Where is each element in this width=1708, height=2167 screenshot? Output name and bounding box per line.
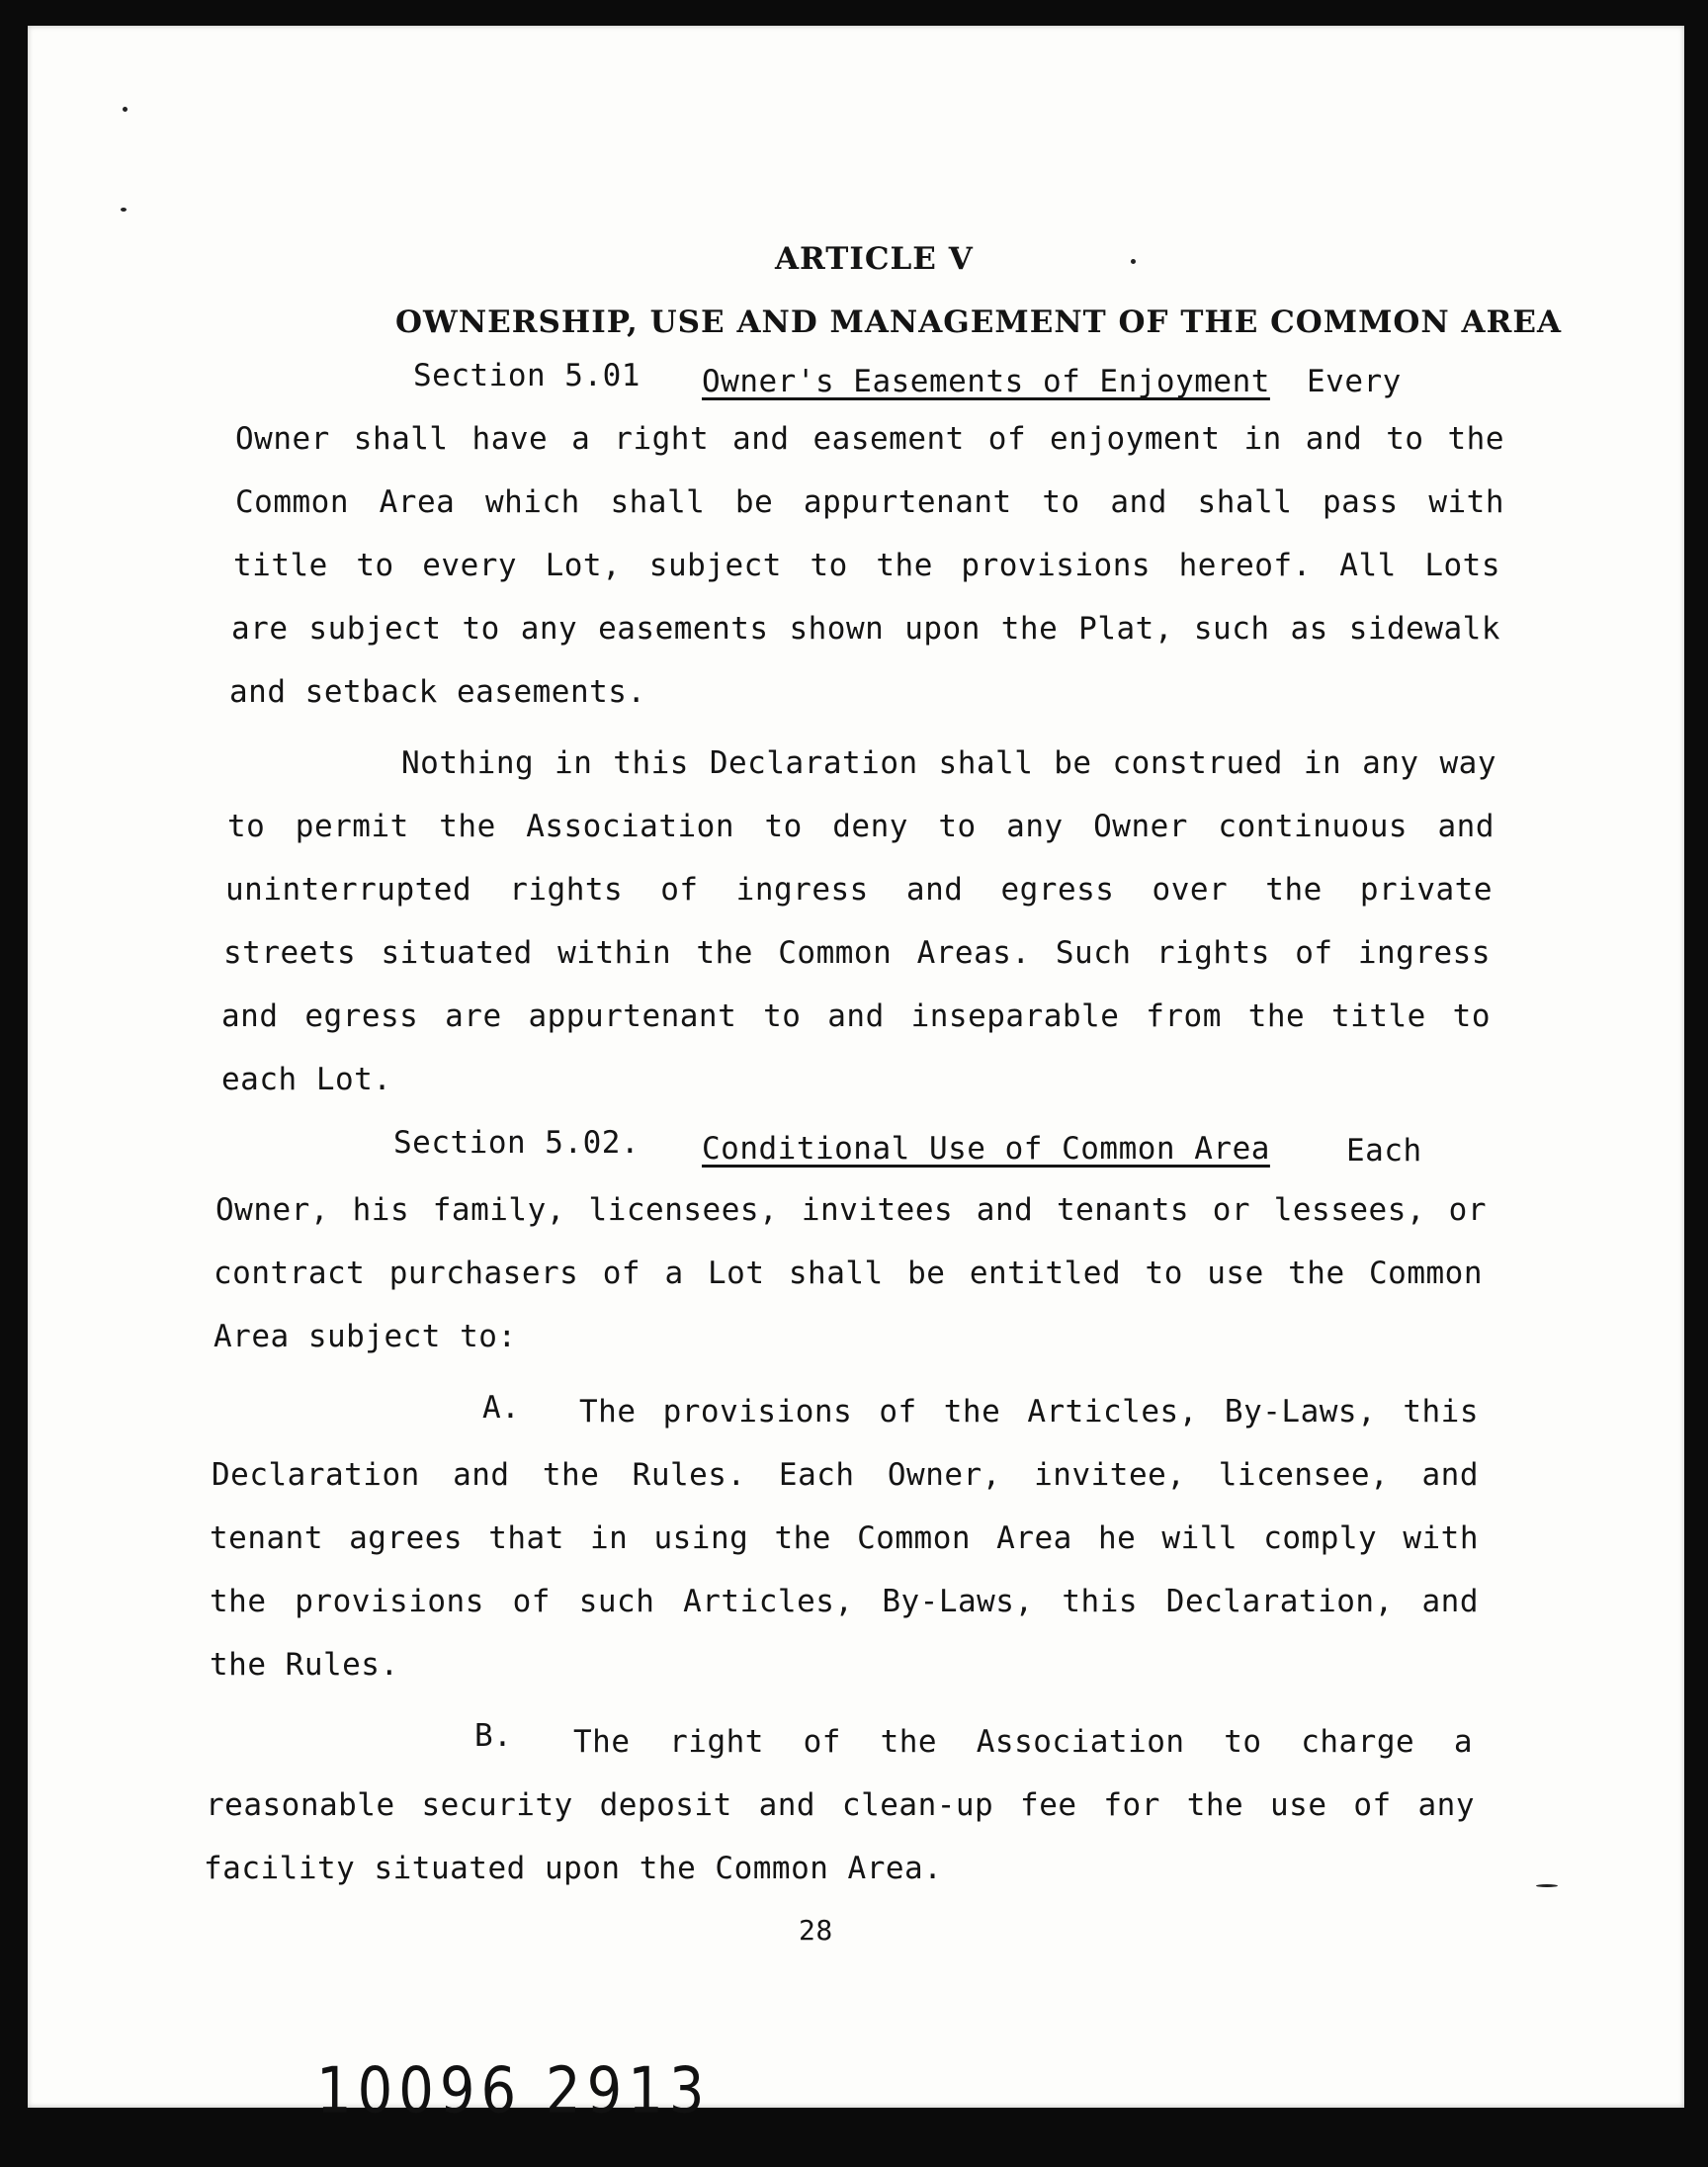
paragraph-line: and egress are appurtenant to and inseparable from the title to (221, 998, 1491, 1034)
paragraph-line: Each (1346, 1133, 1422, 1169)
paragraph-line: Every (1307, 364, 1402, 399)
document-stamp-number: 10096 2913 (316, 2054, 711, 2128)
paragraph-line: title to every Lot, subject to the provisions hereof. All Lots (233, 548, 1500, 583)
scan-speck (121, 208, 127, 212)
scan-speck (123, 107, 128, 112)
paragraph-line: Owner shall have a right and easement of enjoyment in and to the (235, 421, 1504, 457)
item-a-marker: A. (482, 1390, 521, 1426)
paragraph-line: The right of the Association to charge a (573, 1724, 1473, 1760)
paragraph-line: the provisions of such Articles, By-Laws, this Declaration, and (210, 1584, 1479, 1619)
section-5-02-heading: Conditional Use of Common Area (702, 1131, 1270, 1167)
paragraph-line: facility situated upon the Common Area. (204, 1851, 943, 1886)
scan-speck (1536, 1884, 1558, 1887)
paragraph-line: uninterrupted rights of ingress and egress over the private (225, 872, 1493, 908)
section-5-01-heading: Owner's Easements of Enjoyment (702, 364, 1270, 399)
paragraph-line: reasonable security deposit and clean-up fee for the use of any (206, 1787, 1475, 1823)
section-5-01-number: Section 5.01 (413, 358, 640, 393)
paragraph-line: Owner, his family, licensees, invitees and tenants or lessees, or (215, 1192, 1487, 1228)
document-body (28, 26, 1684, 2128)
paragraph-line: contract purchasers of a Lot shall be entitled to use the Common (214, 1256, 1483, 1291)
paragraph-line: tenant agrees that in using the Common Area he will comply with (210, 1520, 1479, 1556)
page-number: 28 (799, 1914, 833, 1947)
item-b-marker: B. (474, 1718, 513, 1754)
document-page (28, 26, 1684, 2128)
paragraph-line: are subject to any easements shown upon the Plat, such as sidewalk (231, 611, 1500, 647)
paragraph-line: Nothing in this Declaration shall be construed in any way (401, 745, 1496, 781)
paragraph-line: Area subject to: (214, 1319, 517, 1354)
scan-speck (1131, 259, 1136, 264)
paragraph-line: streets situated within the Common Areas. Such rights of ingress (223, 935, 1491, 971)
paragraph-line: each Lot. (221, 1062, 392, 1097)
paragraph-line: Common Area which shall be appurtenant to and shall pass with (235, 484, 1504, 520)
article-title: ARTICLE V (775, 241, 974, 277)
paragraph-line: The provisions of the Articles, By-Laws, this (579, 1394, 1479, 1430)
paragraph-line: and setback easements. (229, 674, 646, 710)
section-5-02-number: Section 5.02. (393, 1125, 640, 1161)
paragraph-line: to permit the Association to deny to any Owner continuous and (227, 809, 1494, 844)
paragraph-line: Declaration and the Rules. Each Owner, invitee, licensee, and (212, 1457, 1479, 1493)
article-subtitle: OWNERSHIP, USE AND MANAGEMENT OF THE COMMON AREA (395, 304, 1563, 340)
paragraph-line: the Rules. (210, 1647, 399, 1683)
